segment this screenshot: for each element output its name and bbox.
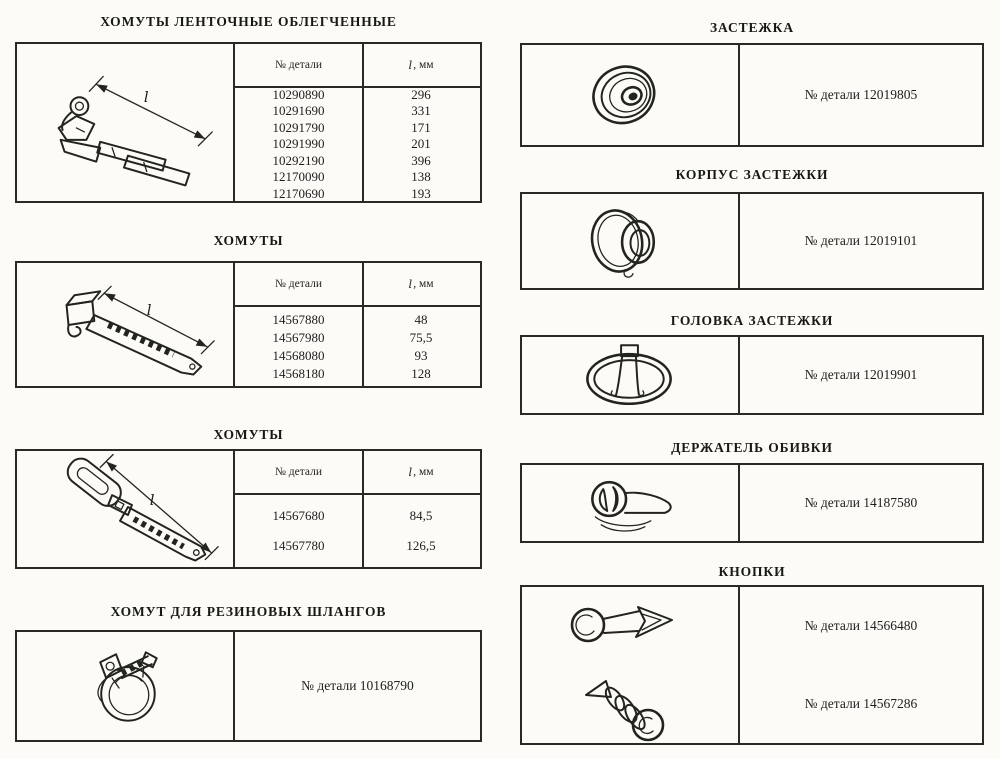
table-cell: 171 bbox=[411, 119, 431, 135]
dimension-label: l bbox=[143, 88, 149, 107]
table-area bbox=[235, 44, 480, 201]
table-cell: 138 bbox=[411, 169, 431, 185]
part-number-cell bbox=[235, 632, 480, 740]
table-cell: 14567980 bbox=[272, 329, 325, 345]
part-number-text: № детали 12019901 bbox=[804, 367, 918, 382]
column-header-length bbox=[362, 44, 480, 86]
fastener-head-panel bbox=[520, 335, 984, 415]
button-screw-drawing bbox=[522, 665, 740, 743]
part-number-text: № детали 12019805 bbox=[804, 87, 918, 102]
buttons-panel bbox=[520, 585, 984, 745]
button-row-1 bbox=[522, 587, 982, 665]
part-number-cell bbox=[740, 194, 982, 288]
fastener-panel bbox=[520, 43, 984, 147]
part-number-column bbox=[235, 495, 362, 567]
fastener-body-panel bbox=[520, 192, 984, 290]
table-header-row bbox=[235, 44, 480, 88]
table-cell: 14568180 bbox=[272, 365, 325, 381]
table-cell: 126,5 bbox=[406, 538, 436, 553]
part-number-text: № детали 14567286 bbox=[804, 696, 918, 711]
section-title-clamps-1: ХОМУТЫ bbox=[213, 233, 284, 248]
upholstery-holder-drawing bbox=[522, 465, 740, 541]
column-header-part-label: № детали bbox=[274, 466, 323, 478]
section-title-upholstery-holder: ДЕРЖАТЕЛЬ ОБИВКИ bbox=[671, 440, 833, 455]
table-cell: 12170690 bbox=[272, 185, 325, 201]
table-body bbox=[235, 495, 480, 567]
table-cell: 10291690 bbox=[272, 103, 325, 119]
part-number-column bbox=[235, 88, 362, 201]
length-symbol: l bbox=[408, 58, 413, 72]
button-pin-illustration bbox=[522, 587, 740, 665]
upholstery-holder-illustration bbox=[522, 465, 738, 541]
hose-clamp-illustration bbox=[17, 632, 233, 740]
section-title-fastener-body: КОРПУС ЗАСТЕЖКИ bbox=[675, 167, 829, 182]
length-symbol: l bbox=[408, 465, 413, 479]
strap-clamp-illustration bbox=[17, 451, 233, 567]
table-area bbox=[235, 263, 480, 386]
section-title-clamps-2: ХОМУТЫ bbox=[213, 427, 284, 442]
table-cell: 84,5 bbox=[409, 508, 433, 523]
length-unit: , мм bbox=[413, 278, 434, 290]
table-header-row bbox=[235, 451, 480, 495]
part-number-text: № детали 10168790 bbox=[301, 678, 414, 693]
table-cell: 10291790 bbox=[272, 119, 325, 135]
table-area bbox=[235, 451, 480, 567]
length-column bbox=[362, 307, 480, 386]
hose-clamp-panel bbox=[15, 630, 482, 742]
upholstery-holder-panel bbox=[520, 463, 984, 543]
length-column bbox=[362, 88, 480, 201]
table-cell: 10292190 bbox=[272, 152, 325, 168]
table-cell: 14568080 bbox=[272, 347, 325, 363]
part-number-cell bbox=[740, 337, 982, 413]
button-pin-drawing bbox=[522, 587, 740, 665]
table-cell: 296 bbox=[411, 86, 431, 102]
table-cell: 10291990 bbox=[272, 136, 325, 152]
clamps-table-2 bbox=[15, 449, 482, 569]
table-cell: 12170090 bbox=[272, 169, 325, 185]
section-title-buttons: КНОПКИ bbox=[718, 564, 786, 579]
column-header-part-number bbox=[235, 451, 362, 493]
length-symbol: l bbox=[408, 277, 413, 291]
column-header-part-label: № детали bbox=[274, 59, 323, 71]
part-number-cell bbox=[740, 587, 982, 665]
fastener-body-illustration bbox=[522, 194, 738, 288]
table-header-row bbox=[235, 263, 480, 307]
strap-clamp-drawing bbox=[17, 451, 235, 567]
fastener-grommet-drawing bbox=[522, 45, 740, 145]
column-header-part-number bbox=[235, 263, 362, 305]
part-number-cell bbox=[740, 45, 982, 145]
band-clamp-illustration bbox=[17, 44, 233, 201]
dimension-label: l bbox=[149, 491, 155, 510]
section-title-hose-clamp: ХОМУТ ДЛЯ РЕЗИНОВЫХ ШЛАНГОВ bbox=[110, 604, 387, 619]
band-clamps-table bbox=[15, 42, 482, 203]
table-body bbox=[235, 88, 480, 201]
table-cell: 75,5 bbox=[409, 329, 433, 345]
table-cell: 128 bbox=[411, 365, 431, 381]
cable-tie-clamp-illustration bbox=[17, 263, 233, 386]
length-unit: , мм bbox=[413, 466, 434, 478]
cable-tie-clamp-drawing bbox=[17, 263, 235, 386]
band-clamp-drawing bbox=[17, 44, 235, 201]
section-title-fastener: ЗАСТЕЖКА bbox=[709, 20, 795, 35]
part-number-column bbox=[235, 307, 362, 386]
table-cell: 48 bbox=[414, 311, 428, 327]
part-number-text: № детали 14566480 bbox=[804, 618, 918, 633]
table-cell: 396 bbox=[411, 152, 431, 168]
section-title-band-clamps: ХОМУТЫ ЛЕНТОЧНЫЕ ОБЛЕГЧЕННЫЕ bbox=[100, 14, 397, 29]
button-screw-illustration bbox=[522, 665, 740, 743]
table-cell: 14567880 bbox=[272, 311, 325, 327]
table-body bbox=[235, 307, 480, 386]
section-title-fastener-head: ГОЛОВКА ЗАСТЕЖКИ bbox=[670, 313, 834, 328]
table-cell: 201 bbox=[411, 136, 431, 152]
column-header-part-label: № детали bbox=[274, 278, 323, 290]
table-cell: 10290890 bbox=[272, 86, 325, 102]
fastener-body-drawing bbox=[522, 194, 740, 288]
length-unit: , мм bbox=[413, 59, 434, 71]
button-row-2 bbox=[522, 665, 982, 743]
hose-clamp-drawing bbox=[17, 632, 235, 740]
table-cell: 93 bbox=[414, 347, 428, 363]
column-header-length bbox=[362, 263, 480, 305]
part-number-text: № детали 12019101 bbox=[804, 233, 918, 248]
column-header-length bbox=[362, 451, 480, 493]
column-header-part-number bbox=[235, 44, 362, 86]
clamps-table-1 bbox=[15, 261, 482, 388]
fastener-head-illustration bbox=[522, 337, 738, 413]
fastener-head-drawing bbox=[522, 337, 740, 413]
dimension-label: l bbox=[146, 301, 152, 320]
table-cell: 331 bbox=[411, 103, 431, 119]
part-number-cell bbox=[740, 465, 982, 541]
part-number-cell bbox=[740, 665, 982, 743]
part-number-text: № детали 14187580 bbox=[804, 495, 918, 510]
table-cell: 14567680 bbox=[272, 508, 325, 523]
length-column bbox=[362, 495, 480, 567]
table-cell: 193 bbox=[411, 185, 431, 201]
fastener-grommet-illustration bbox=[522, 45, 738, 145]
table-cell: 14567780 bbox=[272, 538, 325, 553]
